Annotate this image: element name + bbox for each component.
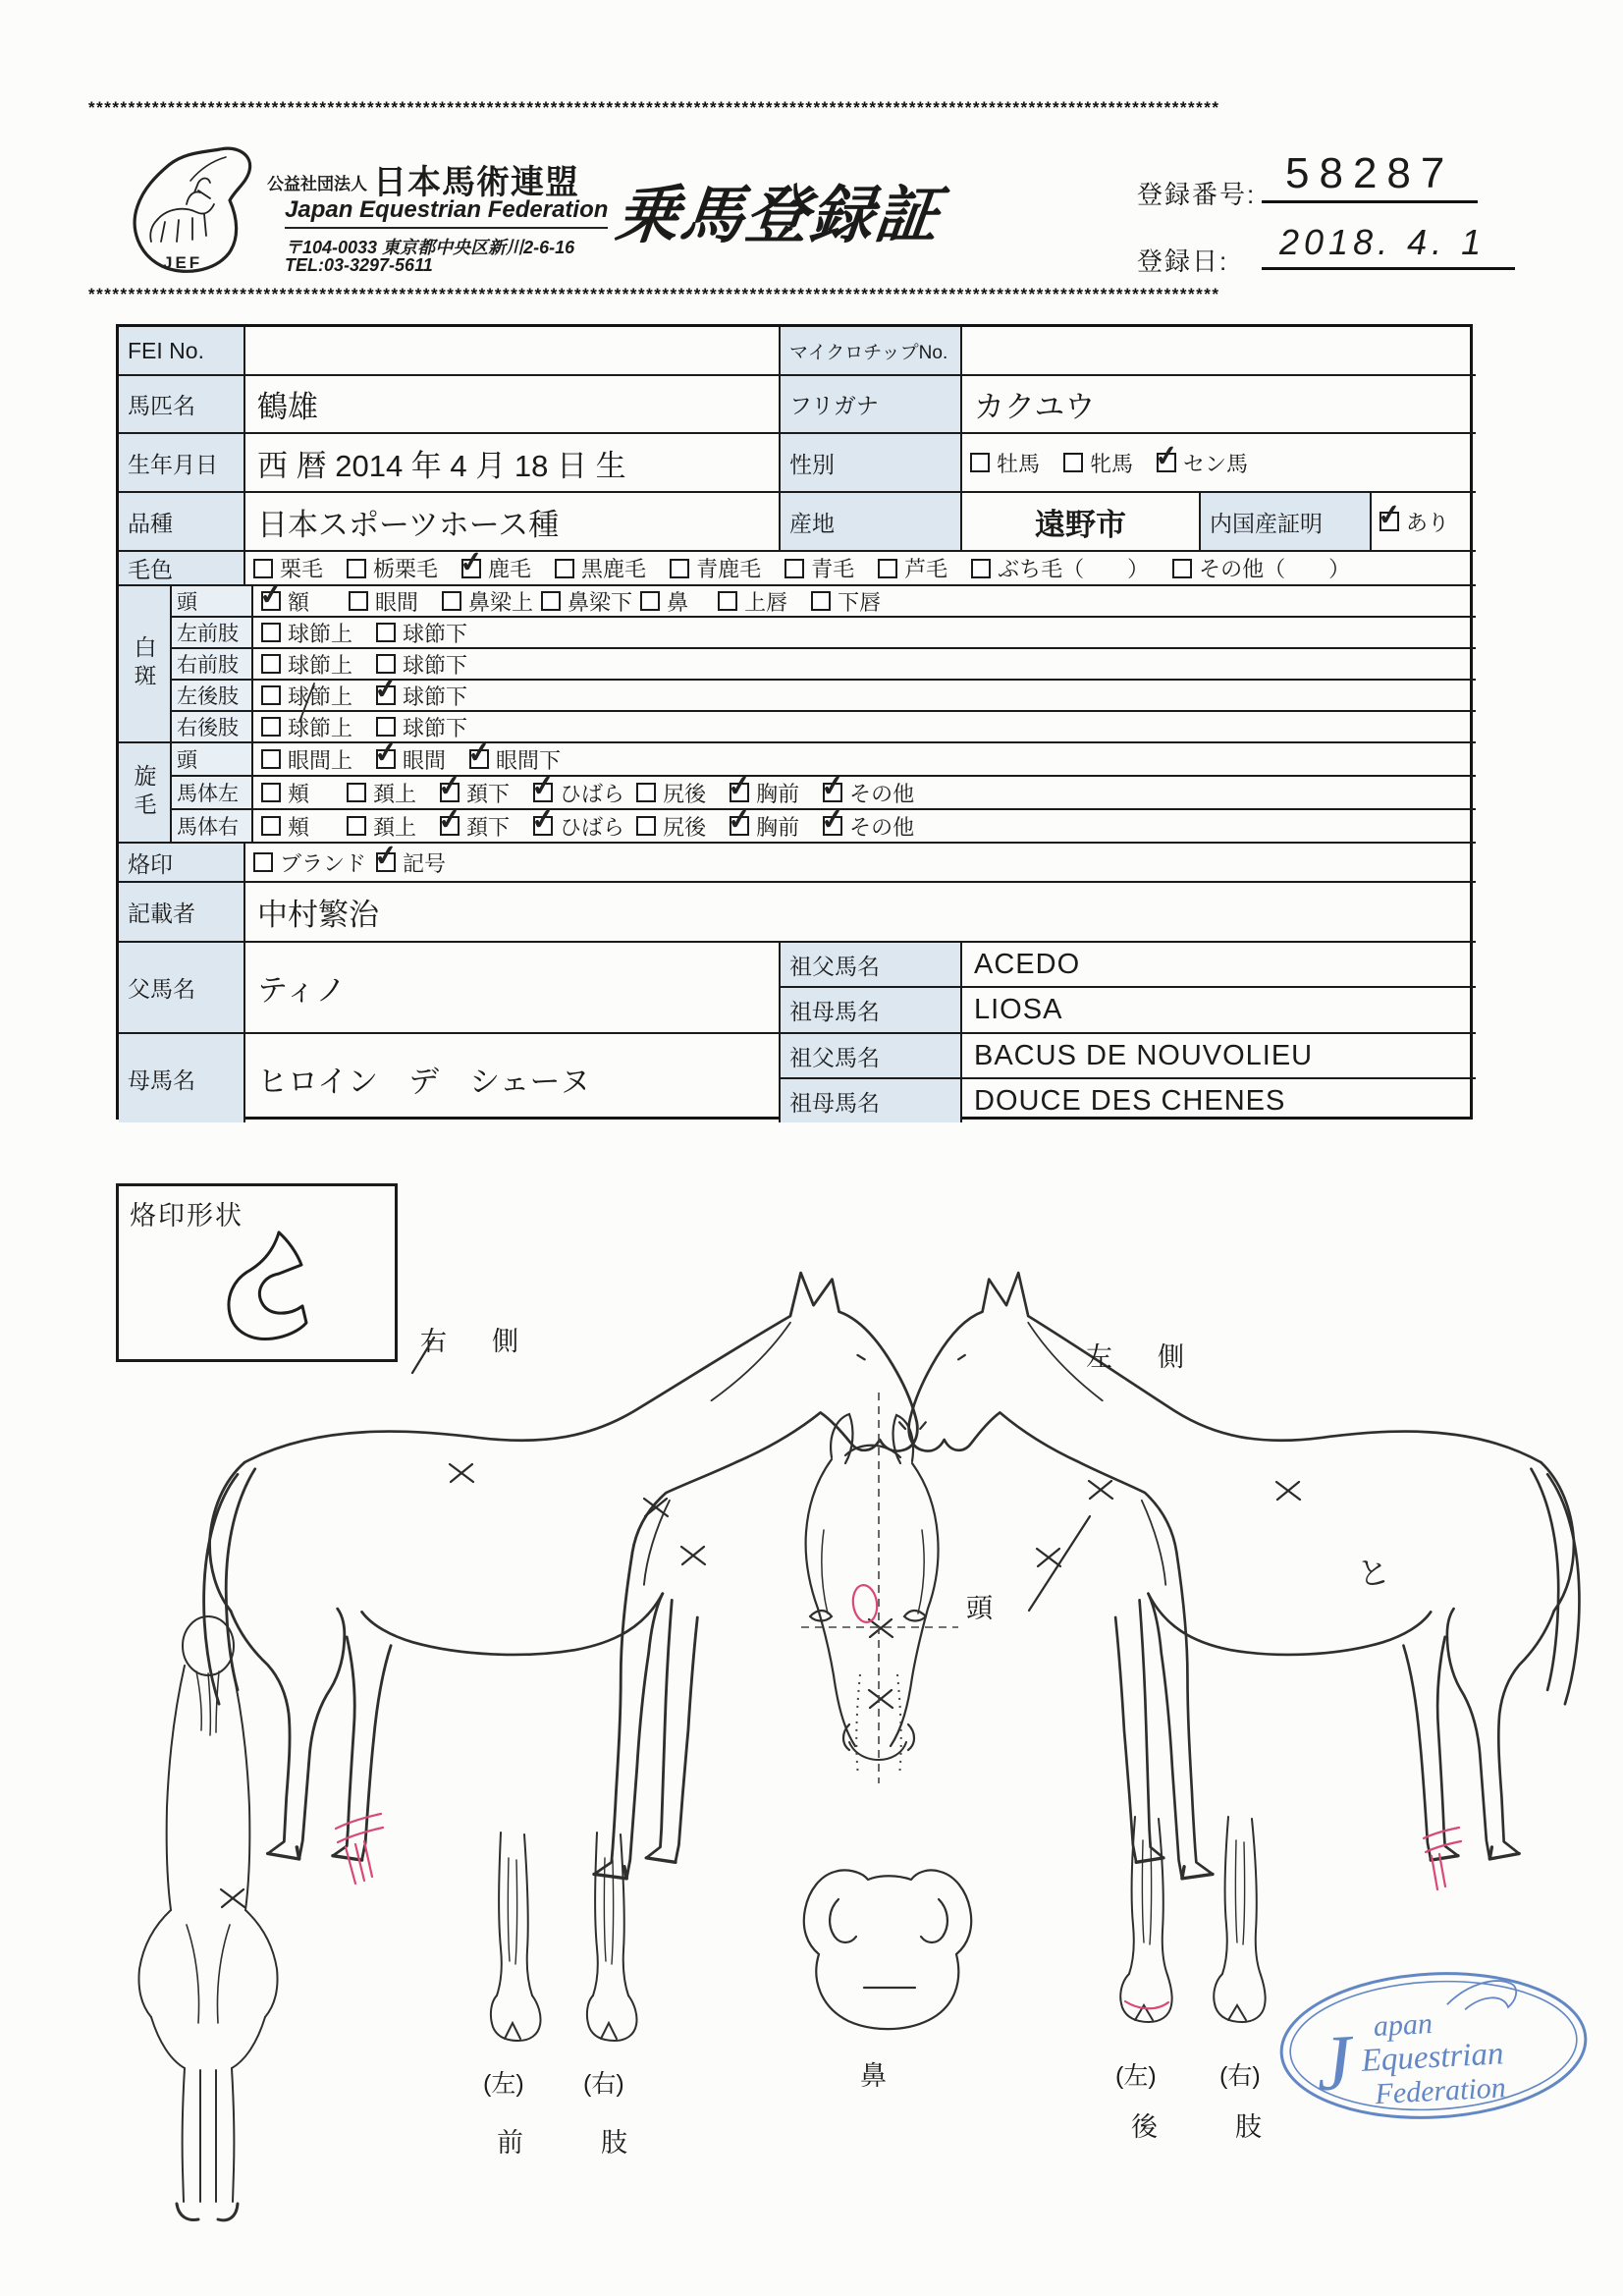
domestic-proof-option [1370, 491, 1476, 550]
fei-label: FEI No. [119, 327, 243, 374]
checkbox-icon [636, 816, 656, 836]
checkbox-icon [347, 816, 366, 836]
dam-grandsire-value: BACUS DE NOUVOLIEU [960, 1032, 1476, 1077]
nose-label: 鼻 [860, 2061, 889, 2091]
checkbox-label: 芦毛 [904, 557, 948, 581]
reg-date-label: 登録日: [1137, 246, 1229, 276]
checkbox-label: 球節下 [403, 715, 468, 740]
checkbox-label: セン馬 [1183, 451, 1249, 476]
checkbox-label: 球節上 [288, 621, 353, 646]
checkbox-label: 額 [288, 589, 310, 615]
checkbox-label: あり [1406, 510, 1450, 535]
stamp-word-federation: Federation [1374, 2071, 1507, 2111]
checkbox-label: その他（ ） [1199, 557, 1351, 581]
org-name-en: Japan Equestrian Federation [285, 196, 608, 229]
checkbox-icon [261, 816, 281, 836]
checkbox-icon [823, 816, 842, 836]
horse-info-table [116, 324, 1473, 1120]
white-option [349, 586, 418, 617]
sire-granddam-label: 祖母馬名 [779, 986, 960, 1032]
sex-options [960, 432, 1476, 491]
white-rf-options [251, 647, 1476, 679]
checkbox-label: 球節上 [288, 652, 353, 678]
checkbox-icon [376, 717, 396, 737]
checkbox-icon [1063, 453, 1083, 472]
checkbox-label: 記号 [403, 850, 447, 876]
checkbox-label: 鼻梁下 [568, 589, 633, 615]
whorl-option [261, 778, 309, 808]
checkbox-icon [376, 685, 396, 705]
stamp-letter-j: J [1314, 2019, 1354, 2108]
white-option [442, 586, 533, 617]
checkbox-icon [718, 591, 737, 611]
reg-no-label: 登録番号: [1137, 180, 1257, 209]
checkbox-icon [376, 654, 396, 674]
checkbox-icon [261, 749, 281, 769]
checkbox-icon [533, 783, 553, 802]
checkbox-icon [1380, 512, 1399, 531]
white-option [376, 649, 467, 680]
checkbox-icon [376, 749, 396, 769]
checkbox-label: 上唇 [744, 589, 788, 615]
domestic-proof-label: 内国産証明 [1199, 491, 1370, 550]
reg-no-value: 58287 [1262, 149, 1478, 203]
whorl-option [261, 811, 309, 842]
checkbox-icon [253, 559, 273, 578]
brand-label: 烙印 [119, 842, 243, 881]
breed-value: 日本スポーツホース種 [243, 491, 779, 550]
white-option [376, 712, 467, 742]
org-tel: TEL:03-3297-5611 [285, 255, 433, 275]
white-option [261, 618, 352, 648]
checkbox-icon [349, 591, 368, 611]
checkbox-icon [541, 591, 561, 611]
horse-name-value: 鶴雄 [243, 374, 779, 432]
checkbox-icon [461, 559, 481, 578]
furigana-label: フリガナ [779, 374, 960, 432]
origin-value: 遠野市 [960, 491, 1199, 550]
brand-option [376, 847, 446, 878]
head-label: 頭 [966, 1594, 995, 1623]
whorl-bodyright-part: 馬体右 [170, 808, 251, 842]
white-rf-part: 右前肢 [170, 647, 251, 679]
whorl-option [823, 778, 914, 808]
white-option [718, 586, 787, 617]
checkbox-icon [376, 852, 396, 872]
front-limb-label-2: 肢 [601, 2128, 629, 2158]
whorl-option [636, 778, 706, 808]
sex-label: 性別 [779, 432, 960, 491]
stamp-word-apan: apan [1373, 2007, 1434, 2044]
horse-name-label: 馬匹名 [119, 374, 243, 432]
sire-label: 父馬名 [119, 941, 243, 1032]
white-option [261, 586, 309, 617]
whorl-option [347, 811, 416, 842]
checkbox-label: 鹿毛 [488, 557, 532, 581]
coat-option [347, 553, 438, 583]
checkbox-icon [636, 783, 656, 802]
sire-granddam-value: LIOSA [960, 986, 1476, 1032]
checkbox-label: 球節下 [403, 683, 468, 709]
brand-shape-label: 烙印形状 [130, 1201, 243, 1230]
whorl-option [636, 811, 706, 842]
checkbox-icon [640, 591, 660, 611]
coat-option [555, 553, 646, 583]
dam-label: 母馬名 [119, 1032, 243, 1122]
sire-grandsire-value: ACEDO [960, 941, 1476, 986]
checkbox-label: 頬 [288, 781, 310, 806]
checkbox-label: 球節上 [288, 715, 353, 740]
jef-saddle-logo-icon [110, 143, 267, 281]
hind-left-label: (左) [1115, 2062, 1157, 2090]
coat-color-label: 毛色 [119, 550, 243, 584]
checkbox-icon [440, 816, 460, 836]
page-title: 乗馬登録証 [612, 180, 945, 250]
jef-stamp [1274, 1966, 1594, 2125]
whorl-option [533, 811, 624, 842]
checkbox-label: 頚上 [373, 781, 417, 806]
checkbox-label: 頚上 [373, 814, 417, 840]
checkbox-icon [261, 717, 281, 737]
checkbox-label: ひばら [560, 781, 625, 806]
org-address: 〒104-0033 東京都中央区新川2-6-16 [285, 238, 575, 257]
white-lf-part: 左前肢 [170, 616, 251, 647]
right-side-label: 右側 [420, 1327, 564, 1356]
domestic-option [1380, 507, 1449, 537]
white-option [376, 681, 467, 711]
handwritten-brand-mark: と [1354, 1552, 1393, 1594]
sire-value: ティノ [243, 941, 779, 1032]
coat-option [878, 553, 947, 583]
microchip-value [960, 327, 1476, 374]
recorder-label: 記載者 [119, 881, 243, 941]
whorl-option [376, 744, 446, 775]
checkbox-icon [878, 559, 897, 578]
coat-option [461, 553, 531, 583]
checkbox-icon [261, 783, 281, 802]
checkbox-label: 下唇 [838, 589, 882, 615]
coat-color-options [243, 550, 1476, 584]
checkbox-label: ぶち毛（ ） [998, 557, 1150, 581]
checkbox-label: 栃栗毛 [373, 557, 439, 581]
whorl-option [261, 744, 352, 775]
fei-value [243, 327, 779, 374]
checkbox-icon [440, 783, 460, 802]
coat-option [1172, 553, 1350, 583]
coat-option [253, 553, 323, 583]
dam-value: ヒロイン デ シェーヌ [243, 1032, 779, 1122]
jef-logo-text: JEF [163, 253, 203, 272]
birth-value: 西 暦 2014 年 4 月 18 日 生 [243, 432, 779, 491]
checkbox-icon [376, 623, 396, 642]
checkbox-icon [784, 559, 804, 578]
checkbox-label: ひばら [560, 814, 625, 840]
white-option [376, 618, 467, 648]
checkbox-label: 青鹿毛 [696, 557, 762, 581]
separator-line-top: ********************************************************************************************************************************************** [88, 98, 1220, 117]
whorl-option [440, 811, 510, 842]
hind-limb-label-2: 肢 [1235, 2112, 1264, 2142]
front-legs-view [479, 1829, 641, 2059]
checkbox-icon [253, 852, 273, 872]
breed-label: 品種 [119, 491, 243, 550]
sex-option [1063, 448, 1133, 478]
left-side-label: 左側 [1086, 1342, 1229, 1372]
recorder-value: 中村繁治 [243, 881, 1476, 941]
checkbox-icon [971, 559, 991, 578]
separator-line-bottom: ********************************************************************************************************************************************** [88, 285, 1220, 303]
white-head-part: 頭 [170, 584, 251, 616]
front-limb-label-1: 前 [497, 2128, 525, 2158]
horse-head-front-view [781, 1412, 977, 1785]
checkbox-icon [442, 591, 461, 611]
checkbox-label: その他 [849, 814, 915, 840]
reg-date-value: 2018. 4. 1 [1262, 222, 1515, 270]
checkbox-icon [347, 783, 366, 802]
checkbox-label: 頚下 [466, 814, 511, 840]
checkbox-label: 眼間上 [288, 747, 353, 773]
front-left-label: (左) [483, 2070, 524, 2098]
whorl-option [469, 744, 561, 775]
checkbox-label: 牡馬 [997, 451, 1041, 476]
checkbox-label: 頚下 [466, 781, 511, 806]
coat-option [784, 553, 854, 583]
checkbox-icon [261, 654, 281, 674]
org-prefix: 公益社団法人 [267, 175, 367, 193]
white-option [261, 712, 352, 742]
white-head-options [251, 584, 1476, 616]
checkbox-icon [811, 591, 831, 611]
whorls-group-label: 旋毛 [119, 741, 170, 842]
checkbox-icon [555, 559, 574, 578]
origin-label: 産地 [779, 491, 960, 550]
whorl-option [730, 811, 799, 842]
checkbox-label: 尻後 [663, 781, 707, 806]
checkbox-label: 鼻 [667, 589, 689, 615]
checkbox-label: 黒鹿毛 [581, 557, 647, 581]
white-option [811, 586, 881, 617]
checkbox-icon [533, 816, 553, 836]
checkbox-label: 頬 [288, 814, 310, 840]
checkbox-label: 眼間下 [496, 747, 562, 773]
checkbox-icon [670, 559, 689, 578]
white-lf-options [251, 616, 1476, 647]
furigana-value: カクユウ [960, 374, 1476, 432]
checkbox-icon [261, 623, 281, 642]
checkbox-icon [1157, 453, 1176, 472]
birth-label: 生年月日 [119, 432, 243, 491]
checkbox-icon [730, 816, 749, 836]
checkbox-label: 牝馬 [1090, 451, 1134, 476]
white-lh-part: 左後肢 [170, 679, 251, 710]
white-markings-group-label: 白斑 [119, 584, 170, 741]
checkbox-icon [730, 783, 749, 802]
checkbox-icon [970, 453, 990, 472]
whorl-option [347, 778, 416, 808]
brand-option [253, 847, 366, 878]
brand-options [243, 842, 1476, 881]
white-option [261, 649, 352, 680]
coat-option [971, 553, 1149, 583]
org-name: 日本馬術連盟 [373, 164, 579, 201]
stamp-word-equestrian: Equestrian [1360, 2036, 1505, 2079]
white-rh-part: 右後肢 [170, 710, 251, 741]
white-option [541, 586, 632, 617]
whorl-head-part: 頭 [170, 741, 251, 775]
whorl-head-options [251, 741, 1476, 775]
white-option [640, 586, 688, 617]
coat-option [670, 553, 761, 583]
horse-muzzle-view [784, 1842, 995, 2044]
sex-option [1157, 448, 1248, 478]
checkbox-label: 鼻梁上 [468, 589, 534, 615]
hind-right-label: (右) [1219, 2062, 1261, 2090]
checkbox-label: 胸前 [756, 814, 800, 840]
sex-option [970, 448, 1040, 478]
checkbox-icon [1172, 559, 1192, 578]
checkbox-label: 眼間 [375, 589, 419, 615]
horse-front-top-view [128, 1601, 290, 2229]
whorl-option [440, 778, 510, 808]
checkbox-label: 球節下 [403, 621, 468, 646]
checkbox-label: 青毛 [811, 557, 855, 581]
checkbox-label: ブランド [280, 850, 367, 876]
checkbox-label: その他 [849, 781, 915, 806]
checkbox-label: 栗毛 [280, 557, 324, 581]
white-lh-options [251, 679, 1476, 710]
whorl-bodyleft-part: 馬体左 [170, 775, 251, 808]
checkbox-icon [261, 685, 281, 705]
dam-grandsire-label: 祖父馬名 [779, 1032, 960, 1077]
microchip-label: マイクロチップNo. [779, 327, 960, 374]
dam-granddam-value: DOUCE DES CHENES [960, 1077, 1476, 1122]
whorl-bodyright-options [251, 808, 1476, 842]
horse-left-side-view [908, 1262, 1596, 1890]
checkbox-icon [823, 783, 842, 802]
checkbox-icon [347, 559, 366, 578]
front-right-label: (右) [583, 2070, 624, 2098]
checkbox-label: 眼間 [403, 747, 447, 773]
whorl-option [730, 778, 799, 808]
white-rh-options [251, 710, 1476, 741]
dam-granddam-label: 祖母馬名 [779, 1077, 960, 1122]
hind-limb-label-1: 後 [1131, 2112, 1160, 2142]
checkbox-icon [469, 749, 489, 769]
whorl-bodyleft-options [251, 775, 1476, 808]
checkbox-label: 球節上 [288, 683, 353, 709]
checkbox-label: 球節下 [403, 652, 468, 678]
checkbox-label: 胸前 [756, 781, 800, 806]
whorl-option [823, 811, 914, 842]
whorl-option [533, 778, 624, 808]
checkbox-icon [261, 591, 281, 611]
hind-legs-view [1102, 1815, 1283, 2026]
white-option [261, 681, 352, 711]
sire-grandsire-label: 祖父馬名 [779, 941, 960, 986]
checkbox-label: 尻後 [663, 814, 707, 840]
